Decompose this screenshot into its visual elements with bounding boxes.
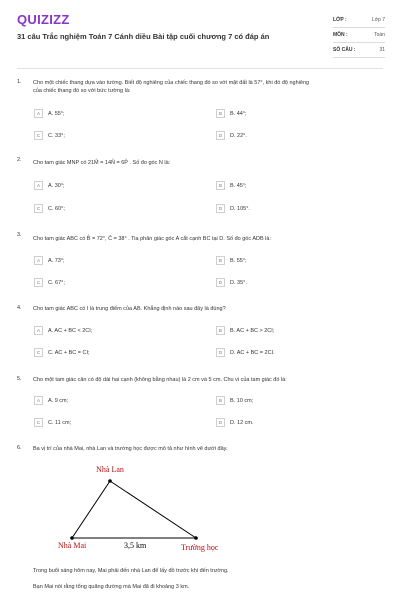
option-b[interactable] bbox=[216, 396, 253, 405]
option-text: A. 9 cm; bbox=[48, 397, 69, 404]
option-text: A. AC + BC < 2CI; bbox=[48, 327, 93, 334]
option-text: A. 30°; bbox=[48, 182, 65, 189]
option-text: A. 55°; bbox=[48, 110, 65, 117]
option-letter-box: D bbox=[216, 278, 225, 287]
meta-row-grade bbox=[333, 13, 385, 28]
question-text: Cho một tam giác cân có độ dài hai cạnh (không bằng nhau) là 2 cm và 5 cm. Chu vi của tam giác đó là: bbox=[33, 377, 287, 383]
option-letter-box: A bbox=[34, 109, 43, 118]
option-letter-box: B bbox=[216, 396, 225, 405]
question-6 bbox=[17, 445, 383, 457]
question-4 bbox=[17, 305, 383, 365]
option-b[interactable] bbox=[216, 181, 247, 190]
option-letter-box: B bbox=[216, 256, 225, 265]
option-letter-box: D bbox=[216, 418, 225, 427]
meta-key: LỚP : bbox=[333, 17, 347, 23]
edge-mai-lan bbox=[72, 481, 110, 538]
question-2 bbox=[17, 157, 383, 217]
question-number: 4. bbox=[17, 305, 22, 311]
option-b[interactable] bbox=[216, 109, 247, 118]
triangle-diagram bbox=[38, 458, 238, 558]
option-text: C. 67°; bbox=[48, 279, 65, 286]
option-b[interactable] bbox=[216, 256, 247, 265]
question-text: Ba vị trí của nhà Mai, nhà Lan và trường học được mô tả như hình vẽ dưới đây. bbox=[33, 446, 228, 452]
option-d[interactable] bbox=[216, 418, 254, 427]
option-letter-box: B bbox=[216, 326, 225, 335]
option-b[interactable] bbox=[216, 326, 274, 335]
option-letter-box: D bbox=[216, 348, 225, 357]
question-text: Cho tam giác ABC có I là trung điểm của AB. Khẳng định nào sau đây là đúng? bbox=[33, 306, 226, 312]
option-c[interactable] bbox=[34, 418, 71, 427]
option-text: B. 10 cm; bbox=[230, 397, 254, 404]
option-c[interactable] bbox=[34, 204, 65, 213]
option-text: C. 33°; bbox=[48, 132, 65, 139]
option-letter-box: B bbox=[216, 109, 225, 118]
question-number: 3. bbox=[17, 232, 22, 238]
option-text: C. 60°; bbox=[48, 205, 65, 212]
option-letter-box: A bbox=[34, 256, 43, 265]
option-letter-box: D bbox=[216, 204, 225, 213]
question-text: Cho tam giác MNP có 21M̂ = 14N̂ = 6P̂ . Số đo góc N là: bbox=[33, 160, 171, 166]
option-text: D. 12 cm. bbox=[230, 419, 254, 426]
question-text: Cho tam giác ABC có B̂ = 72°, Ĉ = 38° . Tia phân giác góc A cắt cạnh BC tại D. Số đo góc ADB là: bbox=[33, 236, 271, 242]
label-truong-hoc: Trường học bbox=[181, 543, 219, 552]
option-letter-box: A bbox=[34, 181, 43, 190]
paragraph: Bạn Mai nói rằng tổng quãng đường mà Mai đã đi khoảng 3 km. bbox=[33, 584, 190, 590]
option-text: B. 45°; bbox=[230, 182, 247, 189]
option-text: D. 35°. bbox=[230, 279, 247, 286]
meta-value: 31 bbox=[379, 47, 385, 53]
option-d[interactable] bbox=[216, 204, 250, 213]
option-letter-box: C bbox=[34, 278, 43, 287]
option-letter-box: A bbox=[34, 326, 43, 335]
option-letter-box: C bbox=[34, 348, 43, 357]
option-text: B. 55°; bbox=[230, 257, 247, 264]
option-text: D. 22°. bbox=[230, 132, 247, 139]
option-c[interactable] bbox=[34, 131, 65, 140]
option-text: C. AC + BC = CI; bbox=[48, 349, 90, 356]
option-letter-box: D bbox=[216, 131, 225, 140]
question-number: 1. bbox=[17, 79, 22, 85]
option-text: B. AC + BC > 2CI; bbox=[230, 327, 275, 334]
option-text: A. 73°; bbox=[48, 257, 65, 264]
option-d[interactable] bbox=[216, 278, 247, 287]
question-number: 5. bbox=[17, 376, 22, 382]
question-number: 2. bbox=[17, 157, 22, 163]
question-1 bbox=[17, 79, 383, 149]
edge-lan-school bbox=[110, 481, 196, 538]
meta-key: SỐ CÂU : bbox=[333, 47, 356, 53]
document-title: 31 câu Trắc nghiệm Toán 7 Cánh diều Bài tập cuối chương 7 có đáp án bbox=[17, 32, 270, 41]
vertex-school bbox=[194, 536, 198, 540]
option-text: B. 44°; bbox=[230, 110, 247, 117]
quizizz-logo[interactable]: QUIZIZZ bbox=[17, 12, 70, 27]
option-a[interactable] bbox=[34, 256, 65, 265]
meta-value: Toán bbox=[374, 32, 385, 38]
label-distance: 3,5 km bbox=[124, 541, 147, 550]
option-d[interactable] bbox=[216, 131, 247, 140]
vertex-mai bbox=[70, 536, 74, 540]
option-a[interactable] bbox=[34, 396, 68, 405]
option-letter-box: C bbox=[34, 418, 43, 427]
option-letter-box: C bbox=[34, 204, 43, 213]
option-a[interactable] bbox=[34, 326, 92, 335]
question-3 bbox=[17, 232, 383, 294]
question-text: Cho một chiếc thang dựa vào tường. Biết độ nghiêng của chiếc thang đó so với mặt đất là 57°, khi đó độ nghiêng bbox=[33, 80, 310, 86]
header-divider bbox=[17, 68, 383, 69]
question-5 bbox=[17, 376, 383, 432]
option-text: C. 11 cm; bbox=[48, 419, 72, 426]
meta-table bbox=[333, 13, 385, 58]
option-text: D. 105°. bbox=[230, 205, 250, 212]
option-c[interactable] bbox=[34, 278, 65, 287]
label-nha-lan: Nhà Lan bbox=[96, 465, 124, 474]
meta-key: MÔN : bbox=[333, 32, 348, 38]
vertex-lan bbox=[108, 479, 112, 483]
option-letter-box: A bbox=[34, 396, 43, 405]
meta-row-subject bbox=[333, 28, 385, 43]
option-c[interactable] bbox=[34, 348, 90, 357]
option-letter-box: C bbox=[34, 131, 43, 140]
paragraph: Trong buổi sáng hôm nay, Mai phải đến nhà Lan để lấy đồ trước khi đến trường. bbox=[33, 568, 229, 574]
meta-value: Lớp 7 bbox=[371, 17, 385, 23]
label-nha-mai: Nhà Mai bbox=[58, 541, 87, 550]
option-a[interactable] bbox=[34, 109, 65, 118]
option-a[interactable] bbox=[34, 181, 65, 190]
question-number: 6. bbox=[17, 445, 22, 451]
option-text: D. AC + BC = 2CI. bbox=[230, 349, 275, 356]
question-text: của chiếc thang đó so với bức tường là: bbox=[33, 88, 131, 94]
option-letter-box: B bbox=[216, 181, 225, 190]
option-d[interactable] bbox=[216, 348, 275, 357]
meta-row-count bbox=[333, 43, 385, 58]
